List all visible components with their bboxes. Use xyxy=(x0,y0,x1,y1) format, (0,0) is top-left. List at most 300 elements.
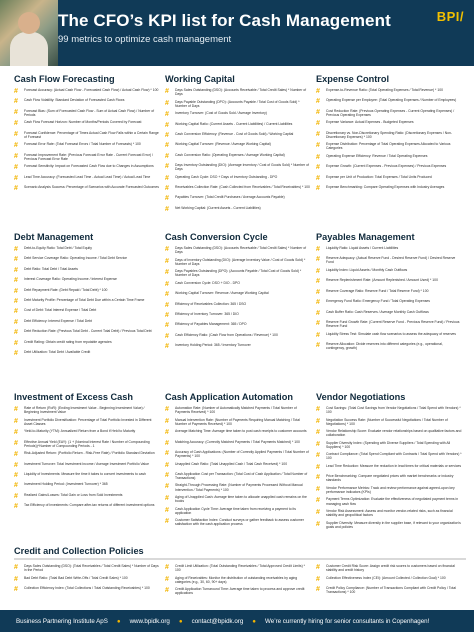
kpi-item-text: Reserve Coverage Ratio: Reserve Fund / Total Reserve Fund) * 100 xyxy=(326,288,429,293)
kpi-item xyxy=(316,154,462,161)
kpi-item xyxy=(165,153,311,160)
kpi-item-text: Expense-to-Revenue Ratio: (Total Operating Expenses / Total Revenue) * 100 xyxy=(326,88,443,92)
hashtag-icon: # xyxy=(316,256,320,264)
hashtag-icon: # xyxy=(14,318,18,326)
hashtag-icon: # xyxy=(165,322,169,330)
kpi-item xyxy=(14,319,160,326)
kpi-item xyxy=(316,452,462,460)
kpi-item-text: Investment Holding Period: (Investment Turnover) * 365 xyxy=(24,482,108,487)
kpi-item xyxy=(14,564,160,572)
kpi-item xyxy=(165,483,311,491)
kpi-item xyxy=(165,142,311,149)
kpi-item-text: Vendor Performance Metrics: Track and review performance against agreed-upon key performance indicators (KPIs) xyxy=(326,485,455,494)
kpi-item-text: Reserve Fund Growth Rate: (Current Reserve Fund - Previous Reserve Fund) / Previous Reserve Fund xyxy=(326,319,460,329)
hashtag-icon: # xyxy=(316,130,320,138)
hashtag-icon: # xyxy=(316,463,320,471)
kpi-item xyxy=(165,472,311,480)
kpi-item xyxy=(316,131,462,139)
footer-bullet-1: ● xyxy=(116,617,121,625)
kpi-item-text: Days Sales Outstanding (DSO): (Total Receivables / Total Credit Sales) * Number of Days in the Period xyxy=(24,564,159,573)
hashtag-icon: # xyxy=(316,564,320,571)
kpi-item-text: Forecast Bias: (Sum of Forecasted Cash Flow - Sum of Actual Cash Flow) / Number of Periods xyxy=(24,108,155,117)
page-header xyxy=(0,0,474,66)
hashtag-icon: # xyxy=(14,461,18,469)
hashtag-icon: # xyxy=(165,291,169,299)
hashtag-icon: # xyxy=(316,153,320,161)
kpi-item xyxy=(316,564,462,572)
kpi-item xyxy=(165,281,311,288)
kpi-item xyxy=(14,482,160,489)
kpi-item xyxy=(316,310,462,317)
kpi-item xyxy=(165,175,311,182)
kpi-item-text: Debt Service Coverage Ratio: Operating Income / Total Debt Service xyxy=(24,256,128,261)
kpi-item-text: Supplier Diversity Index: (Spending with Diverse Suppliers / Total Spending with All Suppliers) * 100 xyxy=(326,440,451,449)
kpi-item xyxy=(165,100,311,108)
section-subcolumn xyxy=(165,564,311,599)
kpi-item xyxy=(14,88,160,95)
section-title: Debt Management xyxy=(14,232,94,242)
kpi-item-text: Liquidity Ratio: Liquid Assets / Current Liabilities xyxy=(326,246,399,250)
hashtag-icon: # xyxy=(165,343,169,351)
footer-company: Business Partnering Institute ApS xyxy=(16,617,108,625)
hashtag-icon: # xyxy=(165,99,169,107)
hashtag-icon: # xyxy=(14,406,18,413)
hashtag-icon: # xyxy=(165,495,169,503)
kpi-item-text: Cash Application Cost per Transaction: (Total Cost of Cash Application / Total Number of Transactions) xyxy=(175,471,308,480)
kpi-item xyxy=(165,418,311,426)
kpi-item xyxy=(165,111,311,118)
kpi-item xyxy=(165,507,311,515)
kpi-item xyxy=(165,302,311,309)
kpi-item-text: Credit Limit Utilization: (Total Outstanding Receivables / Total Approved Credit Limits) * 100 xyxy=(175,564,305,573)
kpi-item xyxy=(316,429,462,437)
hashtag-icon: # xyxy=(165,449,169,457)
hashtag-icon: # xyxy=(165,205,169,213)
hashtag-icon: # xyxy=(165,471,169,479)
hashtag-icon: # xyxy=(165,257,169,265)
hashtag-icon: # xyxy=(165,174,169,182)
kpi-item-text: Cash Conversion Ratio: (Operating Expenses / Average Working Capital) xyxy=(175,152,285,157)
footer-contact-link[interactable]: contact@bpidk.org xyxy=(191,617,244,625)
hashtag-icon: # xyxy=(14,246,18,253)
section-payables-management xyxy=(316,232,462,353)
hashtag-icon: # xyxy=(14,88,18,95)
kpi-item-text: Debt Maturity Profile: Percentage of Total Debt Due within a Certain Time Frame xyxy=(24,297,145,302)
hashtag-icon: # xyxy=(316,429,320,437)
kpi-item-text: Discretionary vs. Non-Discretionary Spending Ratio: (Discretionary Expenses / Non-Discretionary Expenses) * 100 xyxy=(326,130,453,139)
hashtag-icon: # xyxy=(316,88,320,95)
kpi-item-text: Risk-Adjusted Return: (Portfolio Return - Risk-Free Rate) / Portfolio Standard Deviation xyxy=(24,451,155,456)
hashtag-icon: # xyxy=(14,297,18,305)
hashtag-icon: # xyxy=(316,497,320,505)
kpi-item-text: Debt Reduction Rate: (Previous Total Debt - Current Total Debt) / Previous Total Debt xyxy=(24,329,152,334)
hashtag-icon: # xyxy=(14,108,18,116)
kpi-item xyxy=(316,175,462,182)
kpi-item-text: Days Inventory Outstanding (DIO): (Average Inventory / Cost of Goods Sold) * Number of Days xyxy=(175,163,309,172)
hashtag-icon: # xyxy=(14,429,18,437)
kpi-item xyxy=(165,333,311,340)
hashtag-icon: # xyxy=(316,299,320,307)
hashtag-icon: # xyxy=(14,439,18,447)
footer-bullet-3: ● xyxy=(252,617,257,625)
kpi-item-text: Negotiation Success Rate: (Number of Successful Negotiations / Total Number of Negotiations) * 100 xyxy=(326,417,448,426)
kpi-item xyxy=(14,340,160,347)
kpi-item-text: Credit Application Turnaround Time: Average time taken to process and approve credit applications xyxy=(175,587,305,596)
hashtag-icon: # xyxy=(165,429,169,437)
kpi-item xyxy=(165,122,311,129)
hashtag-icon: # xyxy=(316,452,320,460)
hashtag-icon: # xyxy=(14,482,18,490)
kpi-item xyxy=(316,246,462,253)
kpi-item xyxy=(14,164,160,171)
kpi-item xyxy=(14,429,160,436)
kpi-item xyxy=(14,493,160,500)
section-credit-and-collection-policies xyxy=(14,546,466,599)
kpi-item-text: Expense Benchmarking: Compare Operating Expenses with Industry Averages xyxy=(326,185,445,190)
kpi-item-text: Aging of Receivables: Monitor the distribution of outstanding receivables by aging categories (e.g., 30, 60, 90+ days) xyxy=(175,575,298,584)
kpi-item-text: Debt Repayment Rate: (Debt Repaid / Total Debt) * 100 xyxy=(24,287,108,292)
kpi-item xyxy=(165,462,311,469)
section-title: Credit and Collection Policies xyxy=(14,546,466,560)
kpi-item xyxy=(165,406,311,414)
kpi-item-text: Rate of Return (RoR): (Ending Investment Value - Beginning Investment Value) / Beginning Investment Value xyxy=(24,406,145,415)
kpi-item xyxy=(14,406,160,414)
hashtag-icon: # xyxy=(316,108,320,116)
kpi-item xyxy=(14,418,160,426)
kpi-item-text: Vendor Relationship Score: Evaluate vendor relationships based on qualitative factors and collaboration xyxy=(326,429,462,438)
kpi-item-text: Inventory Holding Period: 365 / Inventory Turnover xyxy=(175,343,251,348)
hashtag-icon: # xyxy=(165,311,169,319)
kpi-item-text: Cost Reduction Rate: (Previous Operating Expenses - Current Operating Expenses) / Previous Operating Expenses xyxy=(326,108,455,117)
section-investment-of-excess-cash xyxy=(14,392,160,513)
kpi-item-text: Days Payable Outstanding (DPO): (Accounts Payable / Total Cost of Goods Sold) * Number of Days xyxy=(175,99,300,108)
kpi-item-text: Days Payables Outstanding (DPO): (Accounts Payable / Total Cost of Goods Sold) * Number of Days xyxy=(175,269,302,278)
kpi-item xyxy=(316,474,462,482)
kpi-item xyxy=(14,288,160,295)
person-illustration xyxy=(10,32,48,66)
kpi-item-text: Effective Annual Yield (EAY): (1 + (Nominal Interest Rate / Number of Compounding Periods))^Number of Compounding Periods - 1 xyxy=(24,439,150,448)
hashtag-icon: # xyxy=(14,142,18,150)
kpi-item-text: Matching Accuracy: (Correctly Matched Payments / Total Payments Matched) * 100 xyxy=(175,439,300,444)
section-subcolumn xyxy=(14,564,160,599)
hashtag-icon: # xyxy=(165,142,169,150)
hashtag-icon: # xyxy=(316,474,320,482)
kpi-item xyxy=(316,332,462,339)
kpi-item xyxy=(316,268,462,275)
kpi-item-text: Expense per Unit of Production: Total Expenses / Total Units Produced xyxy=(326,174,432,179)
kpi-item-text: Working Capital Ratio: (Current Assets - Current Liabilities) / Current Liabilities xyxy=(175,121,293,126)
kpi-item xyxy=(165,450,311,458)
footer-website-link[interactable]: www.bpidk.org xyxy=(129,617,170,625)
kpi-item-text: Supplier Diversity: Measure diversity in the supplier base, if relevant to your organization's goals and policies xyxy=(326,520,461,529)
hashtag-icon: # xyxy=(316,120,320,128)
kpi-item-text: Price Benchmarking: Compare negotiated prices with market benchmarks or industry standards xyxy=(326,474,454,483)
footer-bullet-2: ● xyxy=(178,617,183,625)
kpi-item-text: Days Sales Outstanding (DSO): (Accounts Receivable / Total Credit Sales) * Number of Days xyxy=(175,88,307,97)
kpi-item-text: Realized Gains/Losses: Total Gain or Loss from Sold Investments xyxy=(24,492,123,497)
kpi-item-text: Cash Conversion Cycle: DSO + DIO - DPO xyxy=(175,280,240,285)
kpi-item xyxy=(316,418,462,426)
kpi-item xyxy=(316,164,462,171)
section-title: Cash Conversion Cycle xyxy=(165,232,268,242)
footer-hiring-text: We’re currently hiring for senior consultants in Copenhagen! xyxy=(265,617,430,625)
kpi-item-text: Manual Intervention Rate: (Number of Payments Requiring Manual Matching / Total Number of Payments Received) * 100 xyxy=(175,417,300,426)
kpi-item-text: Unapplied Cash Ratio: (Total Unapplied Cash / Total Cash Received) * 100 xyxy=(175,461,288,466)
kpi-item-text: Efficiency of Payables Management: 365 / DPO xyxy=(175,322,247,327)
kpi-item xyxy=(316,521,462,529)
hashtag-icon: # xyxy=(165,575,169,583)
kpi-item xyxy=(14,246,160,253)
kpi-item-text: Inventory Turnover: (Cost of Goods Sold / Average Inventory) xyxy=(175,111,267,116)
kpi-item-text: Liquidity Index: Liquid Assets / Monthly Cash Outflows xyxy=(326,267,408,272)
section-title: Vendor Negotiations xyxy=(316,392,406,402)
kpi-item xyxy=(165,312,311,319)
kpi-item xyxy=(316,109,462,117)
hashtag-icon: # xyxy=(165,439,169,447)
kpi-item xyxy=(14,185,160,192)
hashtag-icon: # xyxy=(165,185,169,193)
kpi-item-text: Collection Effectiveness Index (CEI): (Amount Collected / Collection Goal) * 100 xyxy=(326,575,446,580)
hashtag-icon: # xyxy=(14,266,18,274)
kpi-item xyxy=(14,153,160,161)
kpi-item xyxy=(14,120,160,127)
hashtag-icon: # xyxy=(316,288,320,296)
section-columns xyxy=(14,564,466,599)
kpi-item xyxy=(14,576,160,583)
kpi-item xyxy=(165,576,311,584)
header-photo xyxy=(0,0,58,66)
hashtag-icon: # xyxy=(165,131,169,139)
bpi-logo: BPI/ xyxy=(436,9,464,24)
kpi-item-text: Investment Turnover: Total Investment Income / Average Investment Portfolio Value xyxy=(24,461,149,466)
hashtag-icon: # xyxy=(165,417,169,425)
hashtag-icon: # xyxy=(316,267,320,275)
hashtag-icon: # xyxy=(165,564,169,571)
kpi-item-text: Emergency Fund Ratio: Emergency Fund / Total Operating Expenses xyxy=(326,299,430,304)
hashtag-icon: # xyxy=(316,331,320,339)
kpi-item-text: Liquidity Stress Test: Simulate cash flow scenarios to assess the adequacy of reserves xyxy=(326,331,456,336)
hashtag-icon: # xyxy=(14,585,18,593)
kpi-item xyxy=(316,142,462,150)
kpi-item-text: Debt Ratio: Total Debt / Total Assets xyxy=(24,266,78,271)
hashtag-icon: # xyxy=(14,98,18,106)
kpi-item xyxy=(165,322,311,329)
kpi-item xyxy=(316,185,462,192)
hashtag-icon: # xyxy=(14,492,18,500)
hashtag-icon: # xyxy=(165,483,169,491)
kpi-item-text: Operating Cash Cycle: DSO + Days of Inventory Outstanding - DPO xyxy=(175,174,278,179)
kpi-item-text: Liquidity of Investments: Measure the time it takes to convert investments to cash xyxy=(24,471,146,476)
kpi-item-text: Accuracy of Cash Applications: (Number of Correctly Applied Payments / Total Number of Payments) * 100 xyxy=(175,449,309,459)
kpi-item xyxy=(14,298,160,305)
section-divider xyxy=(14,558,466,560)
kpi-item xyxy=(316,88,462,95)
hashtag-icon: # xyxy=(14,349,18,357)
kpi-item-text: Reserve Replenishment Rate: (Amount Replenished / Amount Used) * 100 xyxy=(326,278,438,283)
kpi-item xyxy=(165,518,311,526)
hashtag-icon: # xyxy=(165,269,169,277)
hashtag-icon: # xyxy=(165,461,169,469)
kpi-item xyxy=(14,98,160,105)
kpi-item xyxy=(165,291,311,298)
kpi-item-text: Debt-to-Equity Ratio: Total Debt / Total Equity xyxy=(24,246,92,250)
page-title: The CFO’s KPI list for Cash Management xyxy=(58,11,391,30)
hashtag-icon: # xyxy=(316,520,320,528)
kpi-item-text: Expense Variance: Actual Expenses - Budgeted Expenses xyxy=(326,120,414,125)
hashtag-icon: # xyxy=(316,417,320,425)
kpi-item xyxy=(316,441,462,449)
hashtag-icon: # xyxy=(14,164,18,172)
kpi-item xyxy=(14,308,160,315)
kpi-item-text: Cash Application Cycle Time: Average time taken from receiving a payment to its application xyxy=(175,506,296,515)
kpi-item xyxy=(165,495,311,503)
section-cash-flow-forecasting xyxy=(14,74,160,195)
kpi-item-text: Vendor Risk Assessment: Assess and monitor vendor-related risks, such as financial stability and geopolitical factors xyxy=(326,509,453,518)
section-cash-application-automation xyxy=(165,392,311,530)
kpi-item xyxy=(165,195,311,202)
kpi-item xyxy=(316,289,462,296)
section-debt-management xyxy=(14,232,160,360)
hashtag-icon: # xyxy=(316,185,320,193)
hashtag-icon: # xyxy=(316,164,320,172)
kpi-item-text: Yield-to-Maturity (YTM): Annualized Return from a Bond if Held to Maturity xyxy=(24,429,136,434)
hashtag-icon: # xyxy=(165,332,169,340)
kpi-item xyxy=(316,586,462,594)
kpi-item-text: Interest Coverage Ratio: Operating Income / Interest Expense xyxy=(24,277,117,282)
kpi-item xyxy=(316,486,462,494)
kpi-item xyxy=(316,98,462,105)
kpi-item-text: Net Working Capital: (Current Assets - Current Liabilities) xyxy=(175,205,261,210)
hashtag-icon: # xyxy=(316,246,320,253)
kpi-item xyxy=(14,109,160,117)
hashtag-icon: # xyxy=(14,564,18,571)
kpi-item-text: Cash Conversion Efficiency: (Revenue - Cost of Goods Sold) / Working Capital xyxy=(175,131,294,136)
kpi-item xyxy=(165,258,311,266)
kpi-item-text: Cash Efficiency Ratio: (Cash Flow from Operations / Revenue) * 100 xyxy=(175,332,278,337)
hashtag-icon: # xyxy=(165,152,169,160)
kpi-item-text: Reserve Adequacy: (Actual Reserve Fund - Desired Reserve Fund) / Desired Reserve Fund xyxy=(326,256,456,265)
hashtag-icon: # xyxy=(316,509,320,517)
kpi-item xyxy=(316,256,462,264)
kpi-item xyxy=(316,464,462,471)
kpi-item-text: Expense Growth: (Current Expenses - Previous Expenses) / Previous Expenses xyxy=(326,164,447,169)
hashtag-icon: # xyxy=(165,587,169,595)
kpi-item-text: Cost of Debt: Total Interest Expense / Total Debt xyxy=(24,308,97,313)
kpi-item-text: Cost Savings: (Total Cost Savings from Vendor Negotiations / Total Spend with Vendors) * 100 xyxy=(326,406,461,415)
kpi-item-text: Debt Utilization: Total Debt / Available Credit xyxy=(24,349,91,354)
hashtag-icon: # xyxy=(165,246,169,253)
kpi-item xyxy=(165,429,311,436)
kpi-item-text: Reserve Allocation: Divide reserves into different categories (e.g., operational, contingency, growth) xyxy=(326,341,443,350)
kpi-item xyxy=(165,440,311,447)
hashtag-icon: # xyxy=(14,277,18,285)
kpi-item-text: Cash Flow Forecast Horizon: Number of Months/Periods Covered by Forecast xyxy=(24,120,142,125)
kpi-item xyxy=(14,451,160,458)
hashtag-icon: # xyxy=(14,471,18,479)
hashtag-icon: # xyxy=(14,185,18,193)
hashtag-icon: # xyxy=(14,308,18,316)
hashtag-icon: # xyxy=(316,309,320,317)
kpi-item-text: Average Matching Time: Average time taken to post cash receipts to customer accounts xyxy=(175,429,307,434)
kpi-item-text: Credit Rating: Obtain credit rating from reputable agencies xyxy=(24,339,112,344)
kpi-item-text: Expense Distribution: Percentage of Total Operating Expenses Allocated to Various Categories xyxy=(326,142,451,151)
hashtag-icon: # xyxy=(14,256,18,264)
kpi-item xyxy=(14,175,160,182)
hashtag-icon: # xyxy=(14,152,18,160)
person-head-illustration xyxy=(18,12,40,34)
hashtag-icon: # xyxy=(316,585,320,593)
kpi-item-text: Bad Debt Ratio: (Total Bad Debt Write-Offs / Total Credit Sales) * 100 xyxy=(24,575,128,580)
kpi-item-text: Straight-Through Processing Rate: (Number of Payments Processed Without Manual Intervention / Total Payments) * 100 xyxy=(175,483,303,492)
kpi-item xyxy=(165,269,311,277)
kpi-item xyxy=(14,350,160,357)
kpi-item-text: Tax Efficiency of Investments: Compare after-tax returns of different investment options xyxy=(24,503,155,508)
kpi-item-text: Forecast Confidence: Percentage of Times Actual Cash Flow Falls within a Certain Range of Forecast xyxy=(24,130,159,139)
kpi-item-text: Collection Efficiency Index: (Total Collections / Total Outstanding Receivables) * 100 xyxy=(24,585,150,590)
hashtag-icon: # xyxy=(165,88,169,95)
hashtag-icon: # xyxy=(316,575,320,583)
kpi-item xyxy=(316,278,462,285)
kpi-item xyxy=(165,246,311,254)
kpi-item-text: Days of Inventory Outstanding (DIO): (Average Inventory Value / Cost of Goods Sold) * Number of Days xyxy=(175,257,306,266)
hashtag-icon: # xyxy=(165,406,169,413)
hashtag-icon: # xyxy=(14,417,18,425)
kpi-item-text: Working Capital Turnover: Revenue / Average Working Capital xyxy=(175,291,269,296)
page-subtitle: 99 metrics to optimize cash management xyxy=(58,34,232,45)
kpi-item-text: Customer Credit Risk Score: Assign credit risk scores to customers based on financial stability and credit history xyxy=(326,564,455,573)
section-title: Working Capital xyxy=(165,74,235,84)
hashtag-icon: # xyxy=(14,451,18,459)
kpi-item-text: Payables Turnover: (Total Credit Purchases / Average Accounts Payable) xyxy=(175,195,285,200)
kpi-item-text: Customer Satisfaction Index: Conduct surveys or gather feedback to assess customer satisfaction with the cash application process xyxy=(175,518,304,527)
kpi-item-text: Operating Expense Efficiency: Revenue / Total Operating Expenses xyxy=(326,153,428,158)
hashtag-icon: # xyxy=(14,130,18,138)
page-footer xyxy=(0,610,474,632)
kpi-item xyxy=(14,503,160,510)
kpi-item xyxy=(316,320,462,328)
hashtag-icon: # xyxy=(14,174,18,182)
hashtag-icon: # xyxy=(14,575,18,583)
kpi-item xyxy=(316,509,462,517)
kpi-item-text: Cash Buffer Ratio: Cash Reserves / Average Monthly Cash Outflows xyxy=(326,309,429,314)
kpi-item xyxy=(165,564,311,572)
section-expense-control xyxy=(316,74,462,195)
kpi-item-text: Operating Expense per Employee: (Total Operating Expenses / Number of Employees) xyxy=(326,98,457,103)
kpi-item-text: Forecast Improvement Rate: (Previous Forecast Error Rate - Current Forecast Error) / Previous Forecast Error Rate xyxy=(24,152,153,161)
kpi-item-text: Aging of Unapplied Cash: Average time taken to allocate unapplied cash remains on the books xyxy=(175,495,307,504)
kpi-item xyxy=(316,497,462,505)
kpi-item xyxy=(14,256,160,263)
section-vendor-negotiations xyxy=(316,392,462,532)
hashtag-icon: # xyxy=(165,163,169,171)
hashtag-icon: # xyxy=(165,506,169,514)
kpi-item-text: Lead Time Reduction: Measure the reduction in lead times for critical materials or services xyxy=(326,463,462,468)
section-title: Investment of Excess Cash xyxy=(14,392,133,402)
kpi-item-text: Payment Terms Optimization: Evaluate the effectiveness of negotiated payment terms in managing cash flow xyxy=(326,497,459,506)
kpi-item-text: Scenario Analysis Success: Percentage of Scenarios with Accurate Forecasted Outcomes xyxy=(24,185,159,190)
hashtag-icon: # xyxy=(165,280,169,288)
hashtag-icon: # xyxy=(14,329,18,337)
kpi-item xyxy=(14,586,160,593)
kpi-item xyxy=(14,142,160,149)
kpi-item-text: Investment Portfolio Diversification: Percentage of Total Portfolio Invested in Different Asset Classes xyxy=(24,417,152,426)
kpi-item xyxy=(14,462,160,469)
hashtag-icon: # xyxy=(316,440,320,448)
hashtag-icon: # xyxy=(165,195,169,203)
hashtag-icon: # xyxy=(14,120,18,128)
kpi-item xyxy=(165,206,311,213)
section-title: Payables Management xyxy=(316,232,415,242)
